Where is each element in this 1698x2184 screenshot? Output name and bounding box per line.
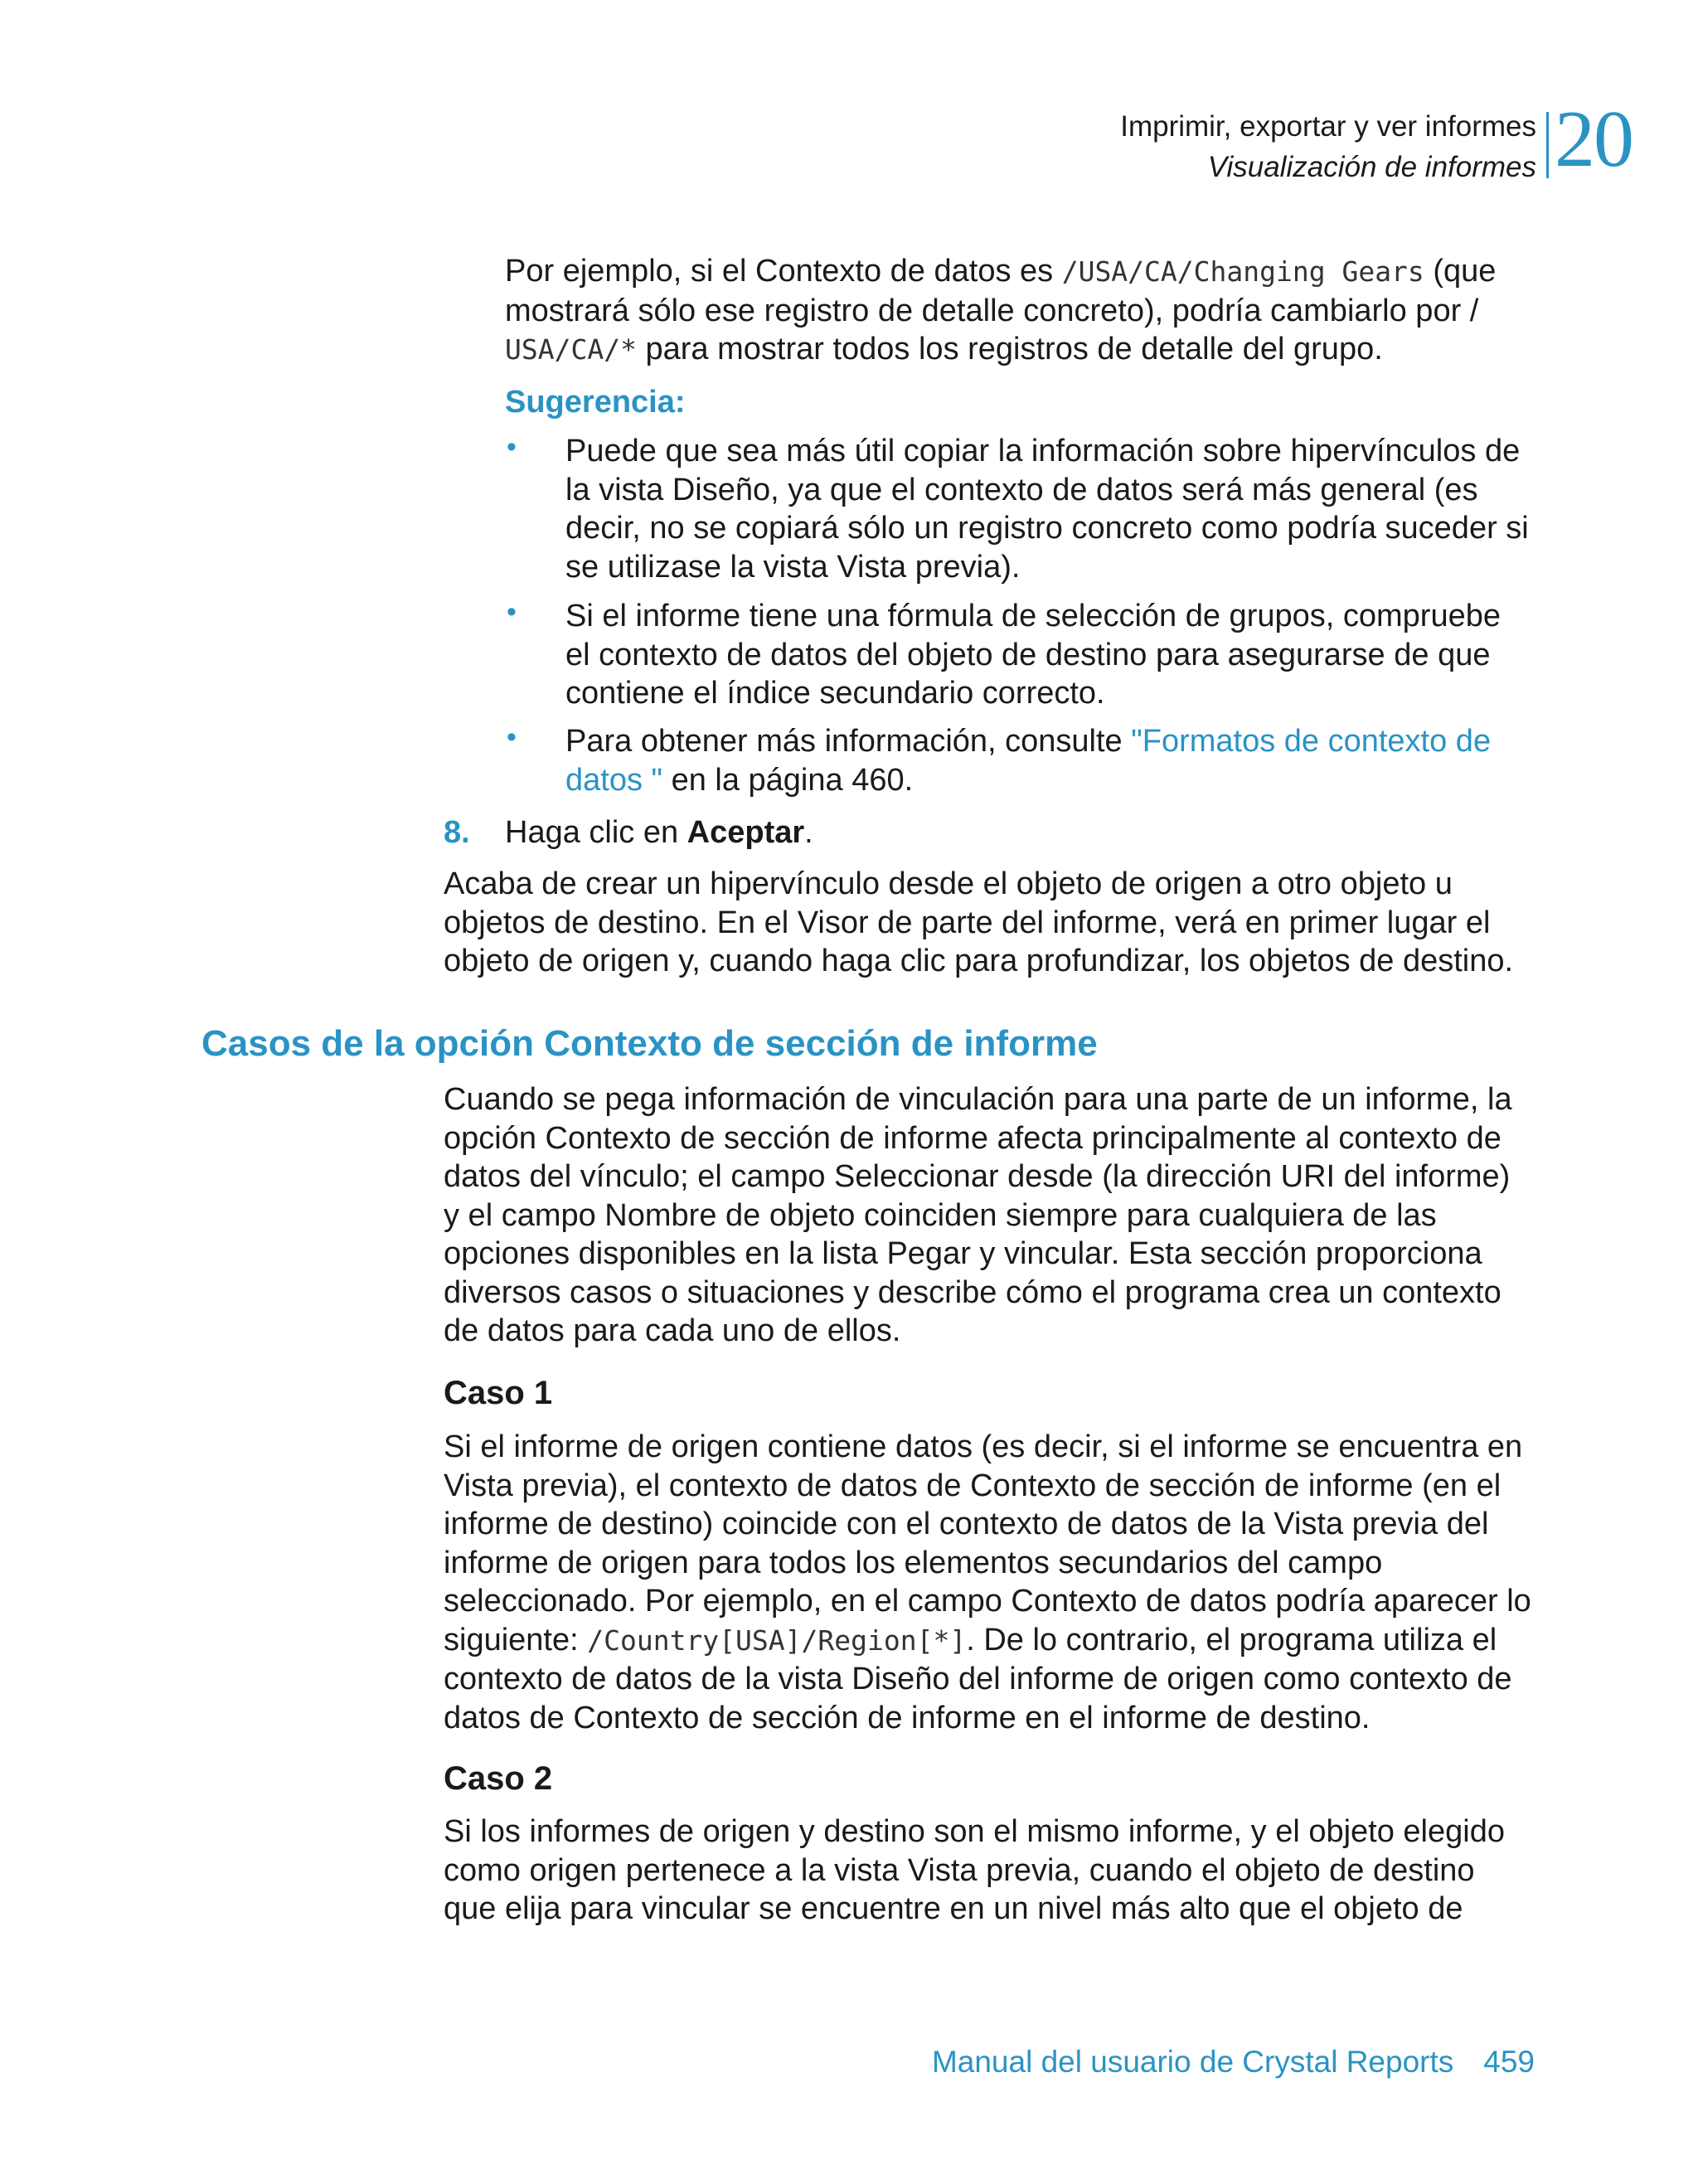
bullet-icon: • <box>507 721 517 753</box>
text: Si los informes de origen y destino son el mismo informe, y el objeto elegido <box>444 1814 1505 1849</box>
text: Cuando se pega información de vinculación para una parte de un informe, la <box>444 1082 1512 1117</box>
tip-bullet-2 <box>565 597 1501 713</box>
intro-line-2: mostrará sólo ese registro de detalle concreto), podría cambiarlo por / <box>505 293 1479 328</box>
text: decir, no se copiará sólo un registro concreto como podría suceder si <box>565 511 1529 546</box>
text: Vista previa), el contexto de datos de Contexto de sección de informe (en el <box>444 1468 1502 1503</box>
text: Para obtener más información, consulte <box>565 724 1132 759</box>
text: opción Contexto de sección de informe afecta principalmente al contexto de <box>444 1120 1502 1156</box>
text: informe de destino) coincide con el contexto de datos de la Vista previa del <box>444 1507 1489 1541</box>
tip-bullet-3 <box>565 722 1491 799</box>
code-path: USA/CA/* <box>505 333 637 366</box>
bullet-icon: • <box>507 431 517 463</box>
text: Si el informe de origen contiene datos (es decir, si el informe se encuentra en <box>444 1429 1523 1464</box>
section-paragraph <box>444 1080 1512 1351</box>
page-number: 459 <box>1483 2045 1535 2079</box>
text <box>565 761 1491 800</box>
text: contiene el índice secundario correcto. <box>565 676 1105 711</box>
text: como origen pertenece a la vista Vista previa, cuando el objeto de destino <box>444 1852 1475 1888</box>
text: siguiente: <box>444 1622 588 1657</box>
case-1-heading: Caso 1 <box>444 1375 553 1411</box>
text: el contexto de datos del objeto de destino para asegurarse de que <box>565 637 1491 672</box>
chapter-title: Imprimir, exportar y ver informes <box>1120 110 1536 143</box>
intro-paragraph <box>505 252 1496 370</box>
text: que elija para vincular se encuentre en un nivel más alto que el objeto de <box>444 1891 1463 1926</box>
intro-line-3 <box>505 330 1496 370</box>
text: diversos casos o situaciones y describe cómo el programa crea un contexto <box>444 1274 1502 1310</box>
text: en la página 460. <box>662 762 914 798</box>
case-2-paragraph <box>444 1813 1505 1929</box>
code-path: /Country[USA]/Region[*] <box>587 1623 967 1657</box>
text: y el campo Nombre de objeto coinciden siempre para cualquiera de las <box>444 1197 1437 1233</box>
text: Puede que sea más útil copiar la información sobre hipervínculos de <box>565 434 1521 468</box>
text: Acaba de crear un hipervínculo desde el objeto de origen a otro objeto u <box>444 866 1453 901</box>
chapter-number: 20 <box>1555 95 1633 184</box>
section-title: Visualización de informes <box>1207 151 1536 183</box>
text <box>444 1621 1531 1661</box>
text: Haga clic en <box>505 815 687 850</box>
intro-line-1 <box>505 252 1496 292</box>
text: datos del vínculo; el campo Seleccionar desde (la dirección URI del informe) <box>444 1159 1511 1194</box>
text: Si el informe tiene una fórmula de selección de grupos, compruebe <box>565 599 1501 633</box>
text: para mostrar todos los registros de detalle del grupo. <box>636 332 1383 366</box>
case-2-heading: Caso 2 <box>444 1760 553 1797</box>
step-text <box>505 813 813 852</box>
text: se utilizase la vista Vista previa). <box>565 549 1021 585</box>
text: seleccionado. Por ejemplo, en el campo Contexto de datos podría aparecer lo <box>444 1584 1531 1619</box>
manual-title: Manual del usuario de Crystal Reports <box>931 2045 1454 2079</box>
text: (que <box>1424 254 1497 289</box>
chapter-divider <box>1546 112 1549 178</box>
text: de datos para cada uno de ellos. <box>444 1313 901 1348</box>
section-heading: Casos de la opción Contexto de sección de informe <box>201 1023 1098 1064</box>
text: la vista Diseño, ya que el contexto de datos será más general (es <box>565 472 1478 507</box>
cross-reference-link[interactable]: datos " <box>565 762 663 798</box>
running-header <box>1120 106 1536 187</box>
code-path: /USA/CA/Changing Gears <box>1061 255 1424 288</box>
text: informe de origen para todos los elementos secundarios del campo <box>444 1545 1383 1580</box>
text: contexto de datos de la vista Diseño del informe de origen como contexto de <box>444 1662 1512 1696</box>
text: Por ejemplo, si el Contexto de datos es <box>505 254 1062 289</box>
text: . De lo contrario, el programa utiliza el <box>966 1622 1497 1657</box>
step-number: 8. <box>444 815 470 850</box>
bullet-icon: • <box>507 596 517 628</box>
tip-label: Sugerencia: <box>505 385 686 420</box>
text: objeto de origen y, cuando haga clic para profundizar, los objetos de destino. <box>444 944 1514 978</box>
case-1-paragraph <box>444 1428 1531 1737</box>
text: . <box>804 815 813 850</box>
text <box>565 722 1491 761</box>
cross-reference-link[interactable]: "Formatos de contexto de <box>1131 724 1492 759</box>
page-footer <box>932 2043 1535 2081</box>
text: datos de Contexto de sección de informe en el informe de destino. <box>444 1700 1371 1735</box>
text: objetos de destino. En el Visor de parte del informe, verá en primer lugar el <box>444 905 1491 940</box>
result-paragraph <box>444 865 1513 981</box>
text: opciones disponibles en la lista Pegar y vincular. Esta sección proporciona <box>444 1236 1482 1271</box>
tip-bullet-1 <box>565 432 1529 586</box>
button-name: Aceptar <box>686 815 805 850</box>
